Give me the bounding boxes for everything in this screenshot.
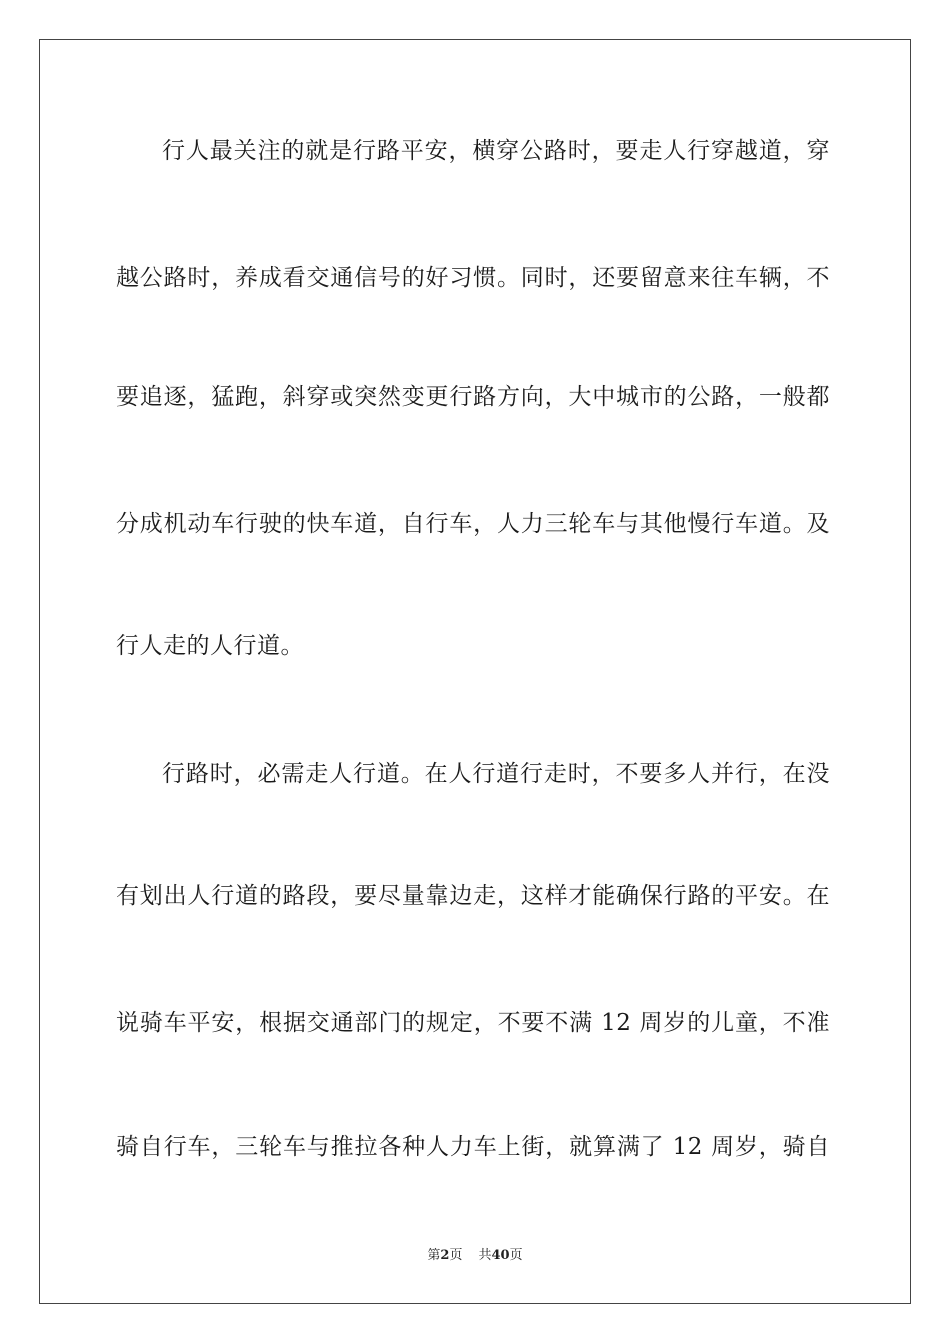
paragraph-2-line-4: 骑自行车，三轮车与推拉各种人力车上街，就算满了 12 周岁，骑自 [116,1134,830,1160]
paragraph-1-line-3: 要追逐，猛跑，斜穿或突然变更行路方向，大中城市的公路，一般都 [116,384,830,410]
paragraph-1-line-4: 分成机动车行驶的快车道，自行车，人力三轮车与其他慢行车道。及 [116,511,830,537]
footer-page-prefix: 第 [427,1248,441,1263]
footer-total-pages: 40 [491,1248,510,1263]
footer-page-number: 2 [440,1248,450,1263]
paragraph-2-line-2: 有划出人行道的路段，要尽量靠边走，这样才能确保行路的平安。在 [116,883,830,909]
footer-page-suffix: 页 [449,1248,463,1263]
paragraph-1-line-2: 越公路时，养成看交通信号的好习惯。同时，还要留意来往车辆，不 [116,265,830,291]
footer-total-suffix: 页 [509,1248,523,1263]
footer-total-prefix: 共 [478,1248,492,1263]
paragraph-1-line-5: 行人走的人行道。 [116,633,304,659]
page-footer [0,1247,950,1265]
paragraph-2-line-1: 行路时，必需走人行道。在人行道行走时，不要多人并行，在没 [162,761,830,787]
paragraph-2-line-3: 说骑车平安，根据交通部门的规定，不要不满 12 周岁的儿童，不准 [116,1010,830,1036]
paragraph-1-line-1: 行人最关注的就是行路平安，横穿公路时，要走人行穿越道，穿 [162,138,830,164]
page-border [39,39,911,1304]
